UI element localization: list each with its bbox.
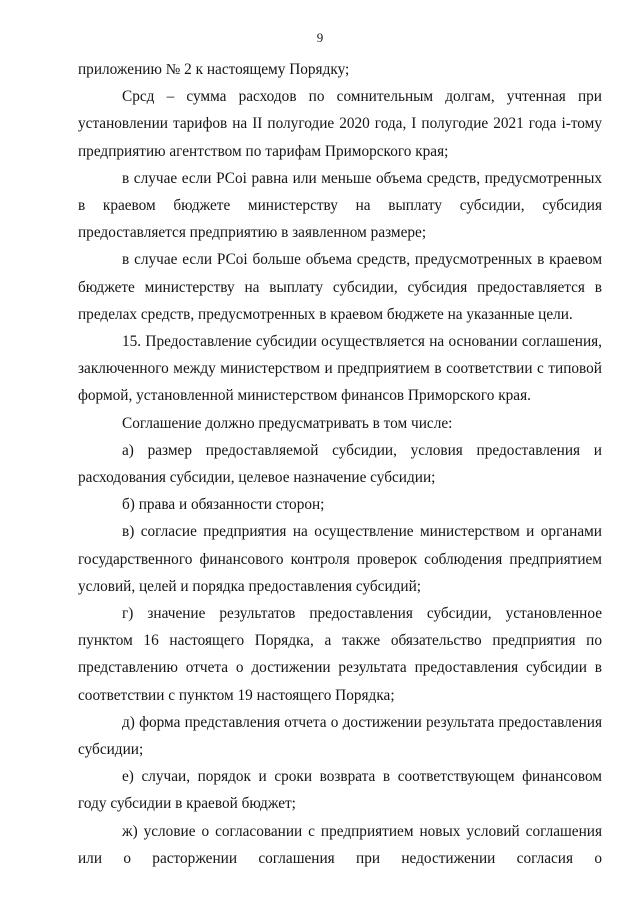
list-item-v: в) согласие предприятия на осуществление министерством и органами государственного финансового контроля проверок соблюдения предприятием условий, целей и порядка предоставления субсидий; [78, 523, 602, 595]
list-item-g: г) значение результатов предоставления субсидии, установленное пунктом 16 настоящего Порядка, а также обязательство предприятия по представлению отчета о достижении результата предоставления субсидии в соответствии с пунктом 19 настоящего Порядка; [78, 605, 602, 704]
paragraph-item-15: 15. Предоставление субсидии осуществляется на основании соглашения, заключенного между министерством и предприятием в соответствии с типовой формой, установленной министерством финансов Приморского края. [78, 333, 602, 405]
list-item-b: б) права и обязанности сторон; [122, 496, 325, 514]
page-number: 9 [316, 30, 324, 45]
list-item-zh: ж) условие о согласовании с предприятием новых условий соглашения или о расторжении соглашения при недостижении согласия о [78, 822, 602, 867]
paragraph-continuation: приложению № 2 к настоящему Порядку; [78, 61, 350, 78]
document-body [78, 56, 602, 872]
paragraph-rsoi-greater: в случае если РСоi больше объема средств, предусмотренных в краевом бюджете министерству на выплату субсидии, субсидия предоставляется в пределах средств, предусмотренных в краевом бюджете на указанные цели. [78, 251, 602, 323]
list-item-a: а) размер предоставляемой субсидии, условия предоставления и расходования субсидии, целевое назначение субсидии; [78, 441, 602, 487]
list-item-e: е) случаи, порядок и сроки возврата в соответствующем финансовом году субсидии в краевой бюджет; [78, 768, 602, 813]
paragraph-agreement-intro: Соглашение должно предусматривать в том числе: [122, 414, 453, 432]
paragraph-srsd-definition: Срсд – сумма расходов по сомнительным долгам, учтенная при установлении тарифов на II полугодие 2020 года, I полугодие 2021 года i-тому предприятию агентством по тарифам Приморского края; [78, 88, 602, 160]
list-item-d: д) форма представления отчета о достижении результата предоставления субсидии; [78, 713, 602, 759]
paragraph-rsoi-less-or-equal: в случае если РСоi равна или меньше объема средств, предусмотренных в краевом бюджете министерству на выплату субсидии, субсидия предоставляется предприятию в заявленном размере; [78, 169, 602, 242]
